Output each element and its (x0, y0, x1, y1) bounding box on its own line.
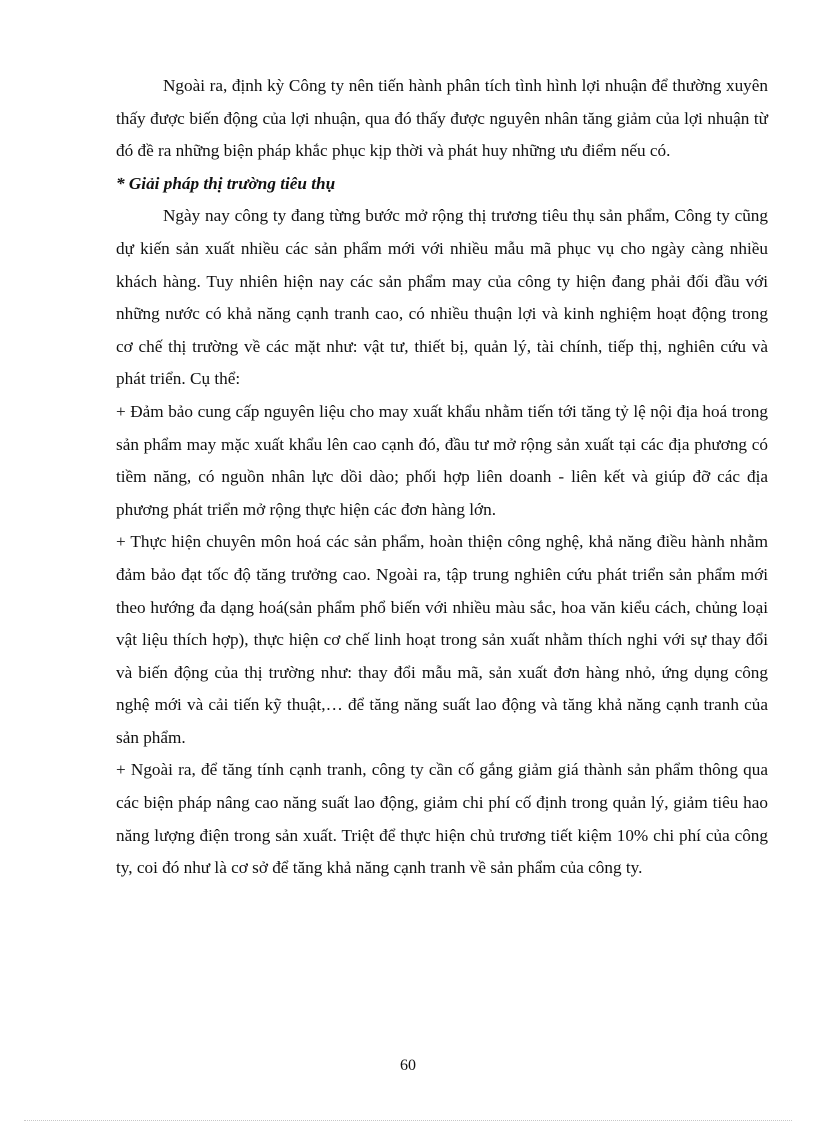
paragraph-bullet-materials: + Đảm bảo cung cấp nguyên liệu cho may xuất khẩu nhằm tiến tới tăng tỷ lệ nội địa hoá trong sản phẩm may mặc xuất khẩu lên cao cạnh đó, đầu tư mở rộng sản xuất tại các địa phương có tiềm năng, có nguồn nhân lực dồi dào; phối hợp liên doanh - liên kết và giúp đỡ các địa phương phát triển mở rộng thực hiện các đơn hàng lớn. (116, 401, 768, 519)
paragraph-bullet-cost-reduction: + Ngoài ra, để tăng tính cạnh tranh, công ty cần cố gắng giảm giá thành sản phẩm thông qua các biện pháp nâng cao năng suất lao động, giảm chi phí cố định trong quản lý, giảm tiêu hao năng lượng điện trong sản xuất. Triệt để thực hiện chủ trương tiết kiệm 10% chi phí của công ty, coi đó như là cơ sở để tăng khả năng cạnh tranh về sản phẩm của công ty. (116, 760, 768, 878)
page-body (116, 70, 768, 885)
page-number: 60 (400, 1057, 416, 1074)
footer-dotted-rule (24, 1120, 792, 1121)
paragraph-profit-analysis: Ngoài ra, định kỳ Công ty nên tiến hành phân tích tình hình lợi nhuận để thường xuyên thấy được biến động của lợi nhuận, qua đó thấy được nguyên nhân tăng giảm của lợi nhuận từ đó đề ra những biện pháp khắc phục kịp thời và phát huy những ưu điểm nếu có. (116, 76, 768, 161)
paragraph-bullet-specialization: + Thực hiện chuyên môn hoá các sản phẩm, hoàn thiện công nghệ, khả năng điều hành nhằm đảm bảo đạt tốc độ tăng trưởng cao. Ngoài ra, tập trung nghiên cứu phát triển sản phẩm mới theo hướng đa dạng hoá(sản phẩm phổ biến với nhiều màu sắc, hoa văn kiểu cách, chủng loại vật liệu thích hợp), thực hiện cơ chế linh hoạt trong sản xuất nhằm thích nghi với sự thay đổi và biến động của thị trường như: thay đổi mẫu mã, sản xuất đơn hàng nhỏ, ứng dụng công nghệ mới và cải tiến kỹ thuật,… để tăng năng suất lao động và tăng khả năng cạnh tranh của sản phẩm. (116, 532, 768, 747)
paragraph-market-expansion: Ngày nay công ty đang từng bước mở rộng thị trương tiêu thụ sản phẩm, Công ty cũng dự kiến sản xuất nhiều các sản phẩm mới với nhiều mẫu mã phục vụ cho ngày càng nhiều khách hàng. Tuy nhiên hiện nay các sản phẩm may của công ty hiện đang phải đối đầu với những nước có khả năng cạnh tranh cao, có nhiều thuận lợi và kinh nghiệm hoạt động trong cơ chế thị trường về các mặt như: vật tư, thiết bị, quản lý, tài chính, tiếp thị, nghiên cứu và phát triển. Cụ thể: (116, 206, 768, 389)
section-heading-market-solution: * Giải pháp thị trường tiêu thụ (116, 173, 336, 193)
